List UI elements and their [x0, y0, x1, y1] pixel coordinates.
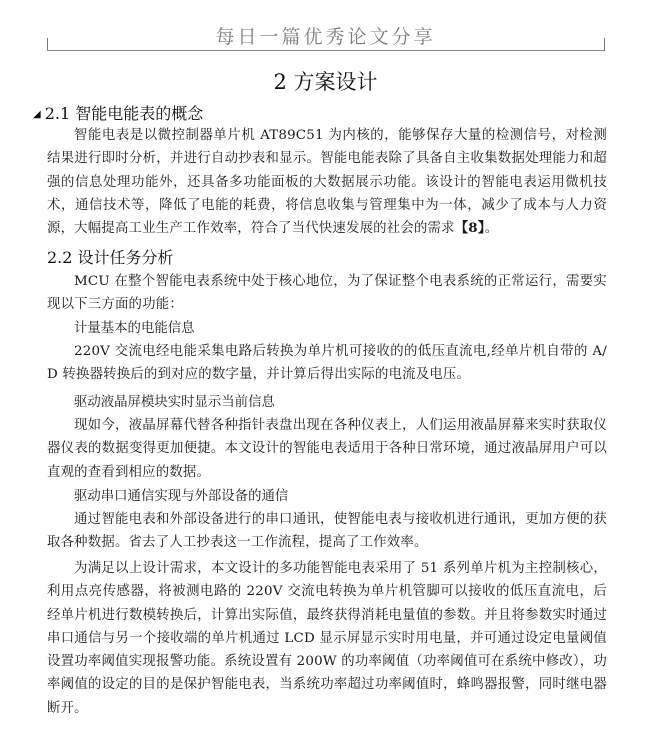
section-heading-2-2: 2.2 设计任务分析 [47, 248, 174, 267]
chapter-title: 2 方案设计 [273, 70, 378, 94]
section-2-2-summary: 为满足以上设计需求，本文设计的多功能智能电表采用了 51 系列单片机为主控制核心，利用点亮传感器，将被测电路的 220V 交流电转换为单片机管脚可以接收的低压直流电，后经单片机进行数模转换后，计算出实际值，最终获得消耗电量值的参数。并且将参数实时通过串口通信与另一个接收端的单片机通过 LCD 显示屏显示实时用电量，并可通过设定电量阈值设置功率阈值实现报警功能。系统设置有 200W 的功率阈值（功率阈值可在系统中修改），功率阈值的设定的目的是保护智能电表，当系统功率超过功率阈值时，蜂鸣器报警，同时继电器断开。 [47, 561, 607, 716]
section-2-1-period: 。 [484, 221, 499, 237]
collapse-triangle-icon[interactable]: ◢ [33, 109, 41, 120]
item2-body: 现如今，液晶屏幕代替各种指针表盘出现在各种仪表上，人们运用液晶屏幕来实时获取仪器仪表的数据变得更加便捷。本文设计的智能电表适用于各种日常环境，通过液晶屏用户可以直观的查看到相应的数据。 [47, 418, 607, 480]
section-2-1-paragraph [47, 124, 607, 240]
page-header: 每日一篇优秀论文分享 [215, 26, 436, 48]
item1-body: 220V 交流电经电能采集电路后转换为单片机可接收的的低压直流电,经单片机自带的 A/D 转换器转换后的到对应的数字量，并计算后得出实际的电流及电压。 [47, 344, 607, 383]
item3-title: 驱动串口通信实现与外部设备的通信 [74, 489, 289, 504]
citation-8: 【8】 [454, 220, 485, 237]
item2-title: 驱动液晶屏模块实时显示当前信息 [74, 395, 275, 410]
header-rule [47, 50, 604, 51]
section-2-1-body: 智能电表是以微控制器单片机 AT89C51 为内核的，能够保存大量的检测信号，对检测结果进行即时分析，并进行自动抄表和显示。智能电能表除了具备自主收集数据处理能力和超强的信息处理功能外，还具备多功能面板的大数据展示功能。该设计的智能电表运用微机技术，通信技术等，降低了电能的耗费，将信息收集与管理集中为一体，减少了成本与人力资源，大幅提高工业生产工作效率，符合了当代快速发展的社会的需求 [47, 128, 607, 237]
item1-title: 计量基本的电能信息 [74, 321, 195, 336]
section-heading-2-1-text: 2.1 智能电能表的概念 [44, 104, 204, 123]
section-heading-2-1[interactable] [33, 101, 203, 124]
item3-body: 通过智能电表和外部设备进行的串口通讯，使智能电表与接收机进行通讯，更加方便的获取各种数据。省去了人工抄表这一工作流程，提高了工作效率。 [47, 512, 607, 551]
header-rule-right-tick [604, 38, 605, 51]
section-2-2-intro: MCU 在整个智能电表系统中处于核心地位，为了保证整个电表系统的正常运行，需要实现以下三方面的功能： [47, 274, 607, 313]
